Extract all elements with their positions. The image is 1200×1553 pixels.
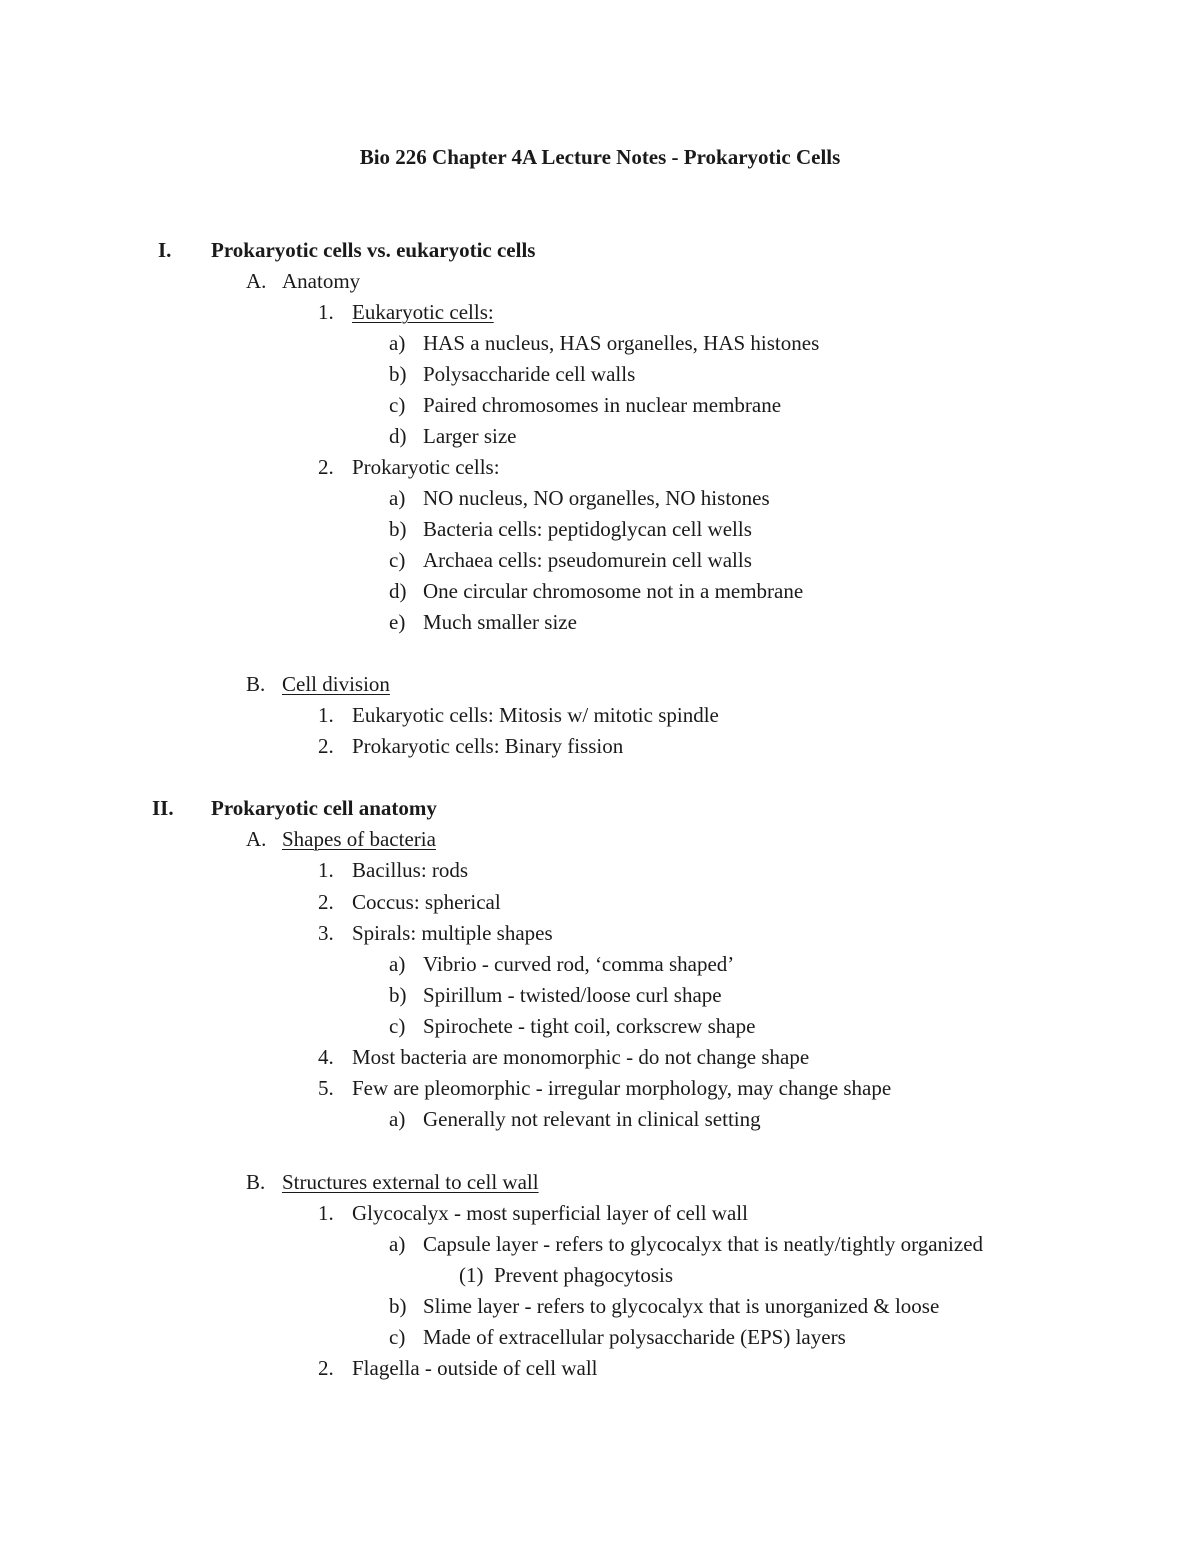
section-heading: Prokaryotic cells vs. eukaryotic cells <box>211 238 536 262</box>
subsection-marker: B. <box>246 1170 266 1194</box>
subitem-text: Capsule layer - refers to glycocalyx that is neatly/tightly organized <box>423 1232 984 1256</box>
item-marker: 1. <box>318 703 334 727</box>
subitem-text: HAS a nucleus, HAS organelles, HAS histones <box>423 331 820 355</box>
item-text: Bacillus: rods <box>352 858 469 882</box>
item-text: Flagella - outside of cell wall <box>352 1356 598 1380</box>
subitem-text: Larger size <box>423 424 517 448</box>
item-text: Eukaryotic cells: <box>352 300 494 324</box>
subitem-marker: d) <box>389 579 407 603</box>
section-marker: II. <box>152 796 174 820</box>
section-heading: Prokaryotic cell anatomy <box>211 796 437 820</box>
item-marker: 2. <box>318 734 334 758</box>
subitem-text: NO nucleus, NO organelles, NO histones <box>423 486 770 510</box>
subitem-marker: b) <box>389 517 407 541</box>
item-text: Prokaryotic cells: <box>352 455 500 479</box>
subitem-marker: c) <box>389 1325 406 1349</box>
subitem-marker: c) <box>389 548 406 572</box>
subitem-marker: b) <box>389 983 407 1007</box>
section-marker: I. <box>158 238 172 262</box>
subitem-text: Spirillum - twisted/loose curl shape <box>423 983 722 1007</box>
subitem-marker: c) <box>389 1014 406 1038</box>
subitem-marker: c) <box>389 393 406 417</box>
item-text: Prokaryotic cells: Binary fission <box>352 734 624 758</box>
subitem-marker: a) <box>389 1232 406 1256</box>
subitem-text: Made of extracellular polysaccharide (EPS) layers <box>423 1325 846 1349</box>
subsection-marker: A. <box>246 827 267 851</box>
subitem-marker: b) <box>389 1294 407 1318</box>
item-marker: 2. <box>318 890 334 914</box>
subsubitem-marker: (1) <box>459 1263 484 1287</box>
subitem-marker: a) <box>389 331 406 355</box>
subitem-text: Bacteria cells: peptidoglycan cell wells <box>423 517 752 541</box>
item-text: Few are pleomorphic - irregular morphology, may change shape <box>352 1076 892 1100</box>
item-text: Eukaryotic cells: Mitosis w/ mitotic spindle <box>352 703 719 727</box>
subsection-heading: Anatomy <box>282 269 361 293</box>
subitem-marker: b) <box>389 362 407 386</box>
subitem-text: Generally not relevant in clinical setting <box>423 1107 761 1131</box>
subsection-heading: Cell division <box>282 672 390 696</box>
item-text: Spirals: multiple shapes <box>352 921 553 945</box>
item-marker: 4. <box>318 1045 334 1069</box>
item-text: Glycocalyx - most superficial layer of cell wall <box>352 1201 748 1225</box>
item-text: Most bacteria are monomorphic - do not change shape <box>352 1045 810 1069</box>
item-text: Coccus: spherical <box>352 890 501 914</box>
item-marker: 1. <box>318 858 334 882</box>
item-marker: 1. <box>318 1201 334 1225</box>
subsection-marker: A. <box>246 269 267 293</box>
subitem-marker: e) <box>389 610 406 634</box>
subitem-text: Archaea cells: pseudomurein cell walls <box>423 548 752 572</box>
subitem-text: Vibrio - curved rod, ‘comma shaped’ <box>423 952 735 976</box>
subitem-text: Paired chromosomes in nuclear membrane <box>423 393 782 417</box>
subsection-heading: Structures external to cell wall <box>282 1170 539 1194</box>
item-marker: 2. <box>318 455 334 479</box>
item-marker: 2. <box>318 1356 334 1380</box>
subitem-marker: a) <box>389 1107 406 1131</box>
subitem-marker: a) <box>389 486 406 510</box>
subsection-heading: Shapes of bacteria <box>282 827 436 851</box>
subitem-text: One circular chromosome not in a membrane <box>423 579 804 603</box>
subsection-marker: B. <box>246 672 266 696</box>
subitem-marker: a) <box>389 952 406 976</box>
page-title: Bio 226 Chapter 4A Lecture Notes - Prokaryotic Cells <box>359 145 841 169</box>
item-marker: 5. <box>318 1076 334 1100</box>
subitem-text: Much smaller size <box>423 610 577 634</box>
subitem-text: Spirochete - tight coil, corkscrew shape <box>423 1014 756 1038</box>
subitem-text: Polysaccharide cell walls <box>423 362 636 386</box>
item-marker: 3. <box>318 921 334 945</box>
subitem-text: Slime layer - refers to glycocalyx that is unorganized & loose <box>423 1294 940 1318</box>
subitem-marker: d) <box>389 424 407 448</box>
subsubitem-text: Prevent phagocytosis <box>494 1263 674 1287</box>
item-marker: 1. <box>318 300 334 324</box>
